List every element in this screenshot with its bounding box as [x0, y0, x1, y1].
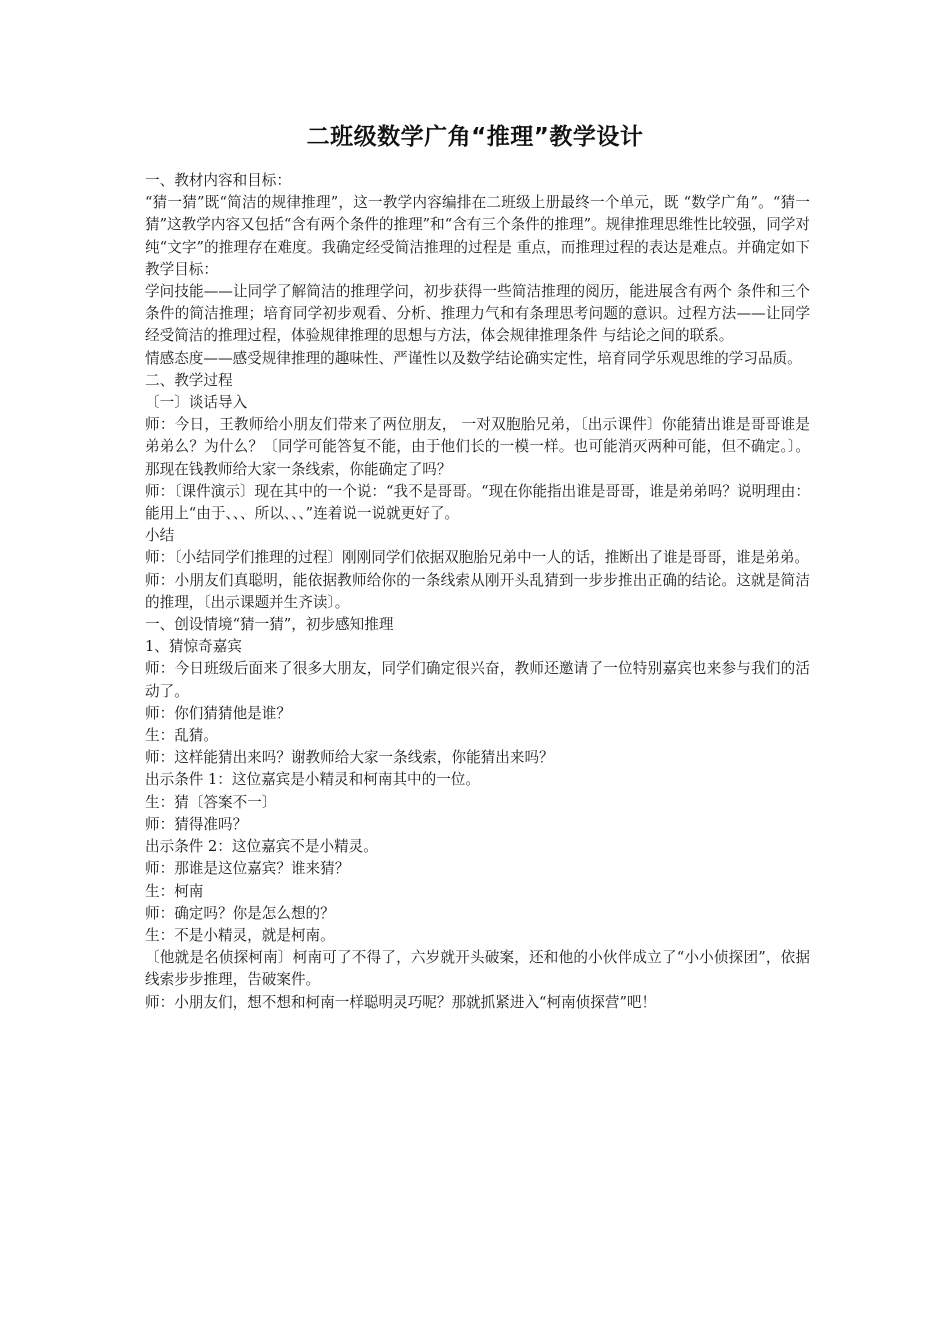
paragraph: 师：猜得准吗？: [145, 815, 248, 833]
paragraph: 情感态度——感受规律推理的趣味性、严谨性以及数学结论确实定性，培育同学乐观思维的学习品质。: [145, 349, 802, 367]
paragraph: 师：今日，王教师给小朋友们带来了两位朋友， 一对双胞胎兄弟，〔出示课件〕你能猜出谁是哥哥谁是弟弟么？为什么？〔同学可能答复不能，由于他们长的一模一样。也可能消灭两种可能，但不确定。〕。那现在钱教师给大家一条线索，你能确定了吗？: [145, 416, 810, 478]
paragraph: 师：〔小结同学们推理的过程〕刚刚同学们依据双胞胎兄弟中一人的话，推断出了谁是哥哥，谁是弟弟。: [145, 549, 810, 567]
paragraph: 生：猜〔答案不一〕: [145, 793, 277, 811]
subsection-heading: 〔一〕谈话导入: [145, 394, 248, 412]
paragraph: 生：柯南: [145, 882, 204, 900]
paragraph: 出示条件 1：这位嘉宾是小精灵和柯南其中的一位。: [145, 771, 480, 789]
section-heading: 一、教材内容和目标：: [145, 172, 291, 189]
document-body: [145, 170, 810, 1014]
paragraph: 学问技能——让同学了解简洁的推理学问，初步获得一些简洁推理的阅历，能进展含有两个 条件和三个条件的简洁推理；培育同学初步观看、分析、推理力气和有条理思考问题的意识。过程方法——让同学经受简洁的推理过程，体验规律推理的思想与方法，体会规律推理条件 与结论之间的联系。: [145, 283, 810, 345]
paragraph: 师：这样能猜出来吗？谢教师给大家一条线索，你能猜出来吗？: [145, 749, 554, 767]
paragraph: 〔他就是名侦探柯南〕柯南可了不得了，六岁就开头破案，还和他的小伙伴成立了“小小侦探团”，依据线索步步推理，告破案件。: [145, 949, 810, 989]
section-heading: 二、教学过程: [145, 371, 233, 389]
section-heading: 一、创设情境“猜一猜”，初步感知推理: [145, 616, 394, 634]
paragraph: 师：确定吗？你是怎么想的？: [145, 904, 335, 922]
subsection-heading: 小结: [145, 527, 175, 545]
paragraph: 师：小朋友们，想不想和柯南一样聪明灵巧呢？那就抓紧进入“柯南侦探营”吧！: [145, 993, 657, 1011]
paragraph: 师：〔课件演示〕现在其中的一个说：“我不是哥哥。“现在你能指出谁是哥哥，谁是弟弟吗？说明理由：能用上“由于、、、所以、、、”连着说一说就更好了。: [145, 482, 810, 523]
document-title: 二班级数学广角“推理”教学设计: [306, 124, 644, 150]
paragraph: 师：那谁是这位嘉宾？谁来猜？: [145, 860, 350, 878]
paragraph: 出示条件 2：这位嘉宾不是小精灵。: [145, 838, 378, 856]
paragraph: 生：乱猜。: [145, 727, 218, 745]
paragraph: 师：小朋友们真聪明，能依据教师给你的一条线索从刚开头乱猜到一步步推出正确的结论。这就是简洁的推理，〔出示课题并生齐读〕。: [145, 571, 810, 611]
paragraph: 师：你们猜猜他是谁？: [145, 704, 291, 722]
paragraph: “猜一猜”既“简洁的规律推理”，这一教学内容编排在二班级上册最终一个单元，既 “数学广角”。“猜一猜”这教学内容又包括“含有两个条件的推理”和“含有三个条件的推理”。规律推理思维性比较强，同学对纯“文字”的推理存在难度。我确定经受简洁推理的过程是 重点，而推理过程的表达是难点。并确定如下教学目标：: [145, 194, 810, 278]
paragraph: 师：今日班级后面来了很多大朋友，同学们确定很兴奋，教师还邀请了一位特别嘉宾也来参与我们的活动了。: [145, 660, 810, 700]
subsection-heading: 1、猜惊奇嘉宾: [145, 638, 242, 656]
paragraph: 生：不是小精灵，就是柯南。: [145, 926, 335, 944]
